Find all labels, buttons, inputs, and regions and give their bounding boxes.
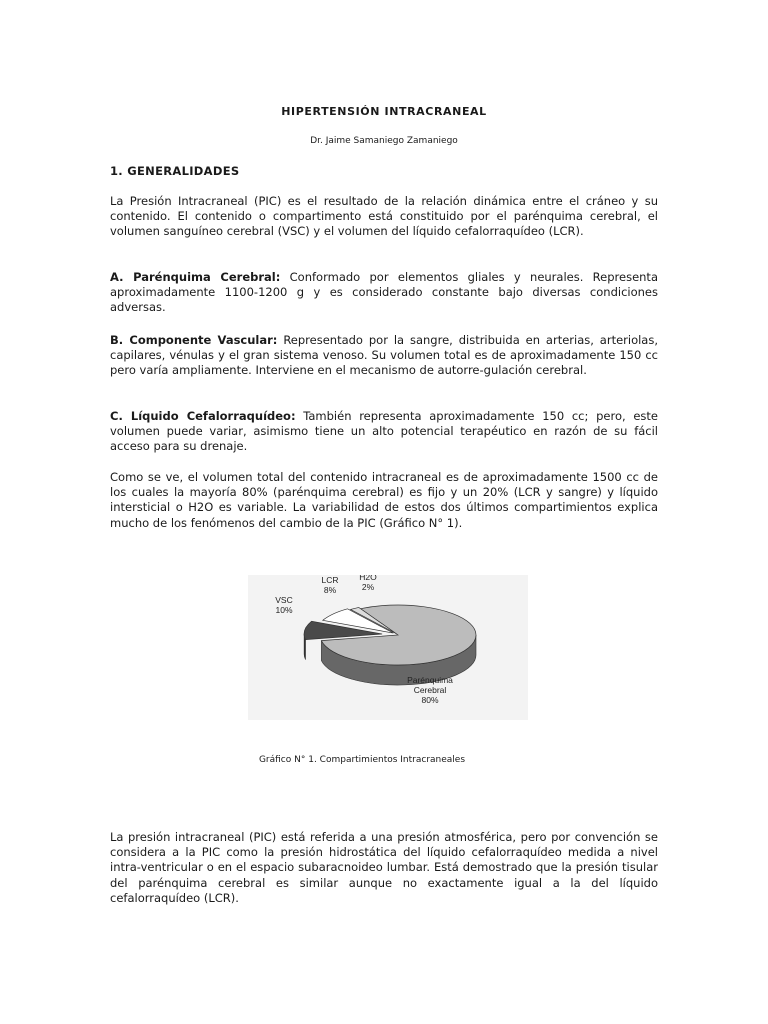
pie-label-vsc: VSC 10% bbox=[275, 595, 293, 615]
item-vascular bbox=[110, 333, 658, 379]
item-text: También representa aproximadamente 150 cc; pero, este volumen puede variar, asimismo tiene un alto potencial terapéutico en razón de su fácil acceso para su drenaje. bbox=[110, 409, 659, 454]
pie-label-par-nquima-cerebral: Parénquima Cerebral 80% bbox=[407, 675, 453, 705]
intro-paragraph: La Presión Intracraneal (PIC) es el resultado de la relación dinámica entre el cráneo y su contenido. El contenido o compartimento está constituido por el parénquima cerebral, el volumen sanguíneo cerebral (VSC) y el volumen del líquido cefalorraquídeo (LCR). bbox=[110, 194, 658, 239]
item-lcr bbox=[110, 409, 658, 455]
document-title: HIPERTENSIÓN INTRACRANEAL bbox=[281, 105, 487, 118]
volume-paragraph: Como se ve, el volumen total del contenido intracraneal es de aproximadamente 1500 cc de los cuales la mayoría 80% (parénquima cerebral) es fijo y un 20% (LCR y sangre) y líquido intersticial o H2O es variable. La variabilidad de estos dos últimos compartimientos explica mucho de los fenómenos del cambio de la PIC (Gráfico N° 1). bbox=[110, 470, 658, 530]
pie-chart-figure bbox=[248, 575, 528, 720]
pie-label-h2o: H2O 2% bbox=[359, 575, 377, 592]
document-author: Dr. Jaime Samaniego Zamaniego bbox=[310, 136, 458, 146]
item-text: Representado por la sangre, distribuida en arterias, arteriolas, capilares, vénulas y el gran sistema venoso. Su volumen total es de aproximadamente 150 cc pero varía ampliamente. Interviene en el mecanismo de autorre-gulación cerebral. bbox=[110, 333, 658, 378]
item-parenquima bbox=[110, 270, 658, 316]
item-label: C. Líquido Cefalorraquídeo: bbox=[110, 409, 296, 423]
pressure-paragraph: La presión intracraneal (PIC) está referida a una presión atmosférica, pero por convención se considera a la PIC como la presión hidrostática del líquido cefalorraquídeo medida a nivel intra-ventricular o en el espacio subaracnoideo lumbar. Está demostrado que la presión tisular del parénquima cerebral es similar aunque no exactamente igual a la del líquido cefalorraquídeo (LCR). bbox=[110, 830, 658, 905]
pie-label-lcr: LCR 8% bbox=[321, 575, 339, 595]
figure-caption: Gráfico N° 1. Compartimientos Intracraneales bbox=[258, 755, 466, 765]
pie-chart bbox=[248, 575, 528, 720]
item-label: A. Parénquima Cerebral: bbox=[110, 270, 281, 284]
item-text: Conformado por elementos gliales y neurales. Representa aproximadamente 1100-1200 g y es considerado constante bajo diversas condiciones adversas. bbox=[110, 270, 658, 315]
item-label: B. Componente Vascular: bbox=[110, 333, 278, 347]
section-heading: 1. GENERALIDADES bbox=[110, 164, 240, 178]
